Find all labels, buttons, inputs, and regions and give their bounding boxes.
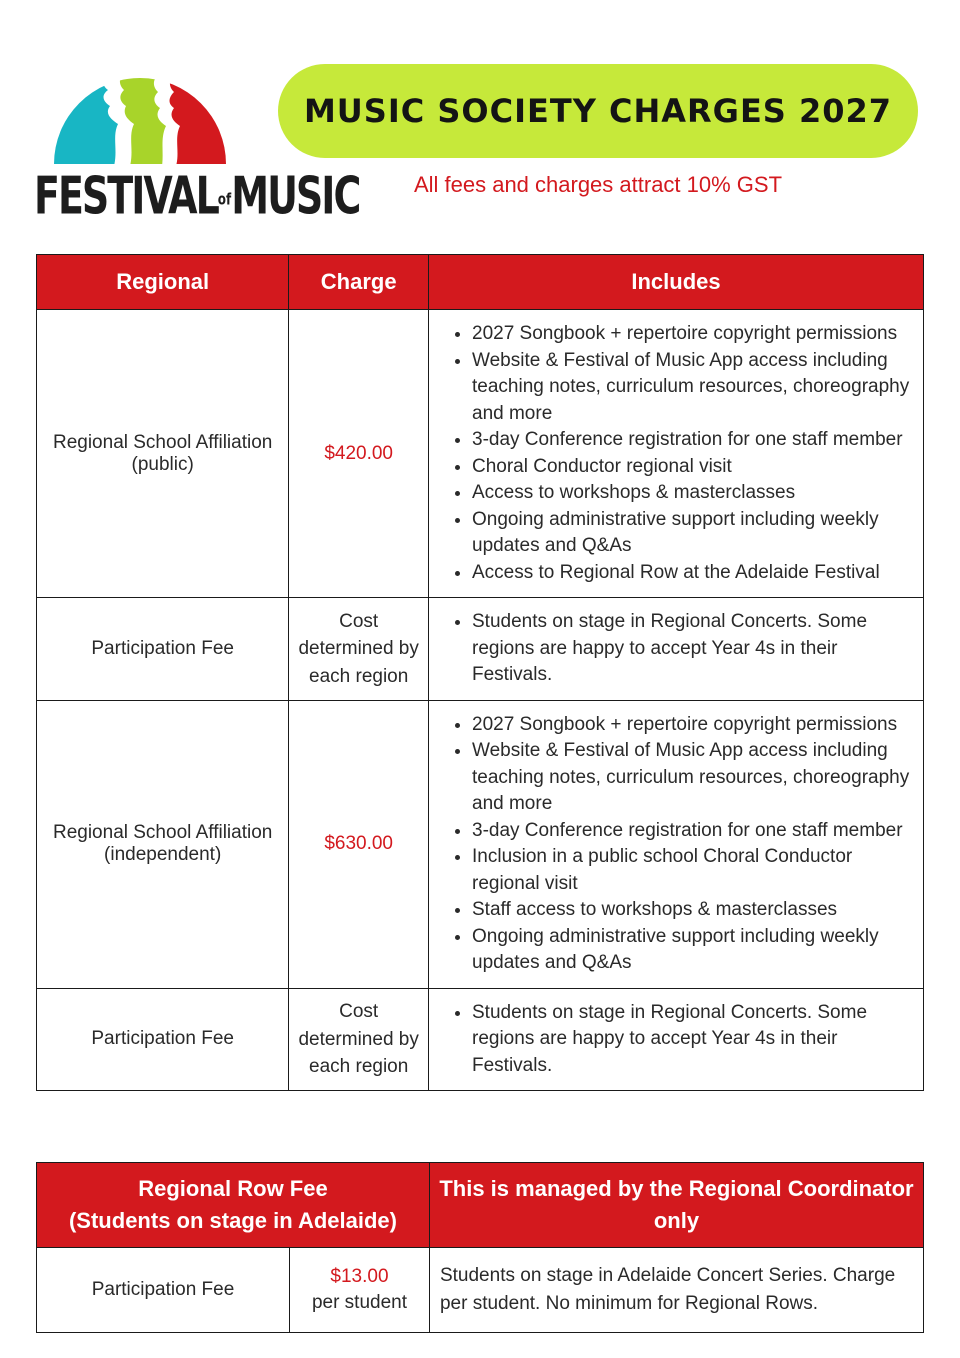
row-item <box>37 700 289 988</box>
regional-row-fee-table <box>36 1162 924 1333</box>
row-item: Participation Fee <box>37 1248 290 1333</box>
charge-text: Cost determined by each region <box>298 610 419 687</box>
row-includes <box>429 598 924 701</box>
row-item <box>37 310 289 598</box>
list-item: • Access to Regional Row at the Adelaide Festival <box>472 560 914 587</box>
column-header-includes: Includes <box>429 255 924 310</box>
row-charge <box>289 598 429 701</box>
row-includes <box>429 310 924 598</box>
table-row <box>37 310 924 598</box>
table-row <box>37 598 924 701</box>
list-item: • Choral Conductor regional visit <box>472 454 914 481</box>
row-item: Participation Fee <box>37 598 289 701</box>
list-item: • Website & Festival of Music App access including teaching notes, curriculum resources, choreography and more <box>472 348 914 428</box>
list-item: • Access to workshops & masterclasses <box>472 480 914 507</box>
item-line: Regional School Affiliation <box>52 431 273 453</box>
coordinator-note-header: This is managed by the Regional Coordinator only <box>429 1163 923 1248</box>
item-line: (public) <box>131 453 194 475</box>
festival-of-music-logo <box>34 36 360 226</box>
regional-charges-table <box>36 254 924 1091</box>
item-line: Regional School Affiliation <box>52 822 273 843</box>
column-header-charge: Charge <box>289 255 429 310</box>
list-item: • 3-day Conference registration for one staff member <box>472 818 914 845</box>
page-title: MUSIC SOCIETY CHARGES 2027 <box>303 92 893 130</box>
title-banner <box>278 64 918 158</box>
charge-text: Cost determined by each region <box>298 1001 419 1077</box>
row-includes <box>429 988 924 1091</box>
table-row <box>37 988 924 1091</box>
faces-icon <box>34 36 246 166</box>
row-charge <box>289 988 429 1091</box>
row-charge <box>290 1248 430 1333</box>
price-unit: per student <box>311 1292 408 1313</box>
header-line: (Students on stage in Adelaide) <box>68 1208 397 1233</box>
list-item: • Website & Festival of Music App access including teaching notes, curriculum resources, choreography and more <box>472 738 914 818</box>
table-row <box>37 1248 924 1333</box>
list-item: • 2027 Songbook + repertoire copyright permissions <box>472 321 914 348</box>
regional-row-fee-header <box>37 1163 430 1248</box>
list-item: • Ongoing administrative support including weekly updates and Q&As <box>472 507 914 560</box>
price-value: $13.00 <box>330 1266 389 1287</box>
table-header-row <box>37 1163 924 1248</box>
row-charge: $630.00 <box>289 700 429 988</box>
row-item: Participation Fee <box>37 988 289 1091</box>
table-row <box>37 700 924 988</box>
list-item: • Ongoing administrative support including weekly updates and Q&As <box>472 924 914 977</box>
list-item: • Inclusion in a public school Choral Conductor regional visit <box>472 844 914 897</box>
gst-note: All fees and charges attract 10% GST <box>413 172 783 197</box>
list-item: • 2027 Songbook + repertoire copyright permissions <box>472 712 914 739</box>
table-header-row <box>37 255 924 310</box>
row-includes <box>429 700 924 988</box>
list-item: • Students on stage in Regional Concerts. Some regions are happy to accept Year 4s in their Festivals. <box>472 609 914 689</box>
row-description: Students on stage in Adelaide Concert Series. Charge per student. No minimum for Regional Rows. <box>429 1248 923 1333</box>
list-item: • 3-day Conference registration for one staff member <box>472 427 914 454</box>
list-item: • Students on stage in Regional Concerts. Some regions are happy to accept Year 4s in their Festivals. <box>472 1000 914 1080</box>
header-line: Regional Row Fee <box>138 1176 328 1201</box>
item-line: (independent) <box>104 844 222 865</box>
list-item: • Staff access to workshops & masterclasses <box>472 897 914 924</box>
row-charge: $420.00 <box>289 310 429 598</box>
column-header-regional: Regional <box>37 255 289 310</box>
logo-wordmark: FESTIVALofMUSIC <box>34 166 360 226</box>
